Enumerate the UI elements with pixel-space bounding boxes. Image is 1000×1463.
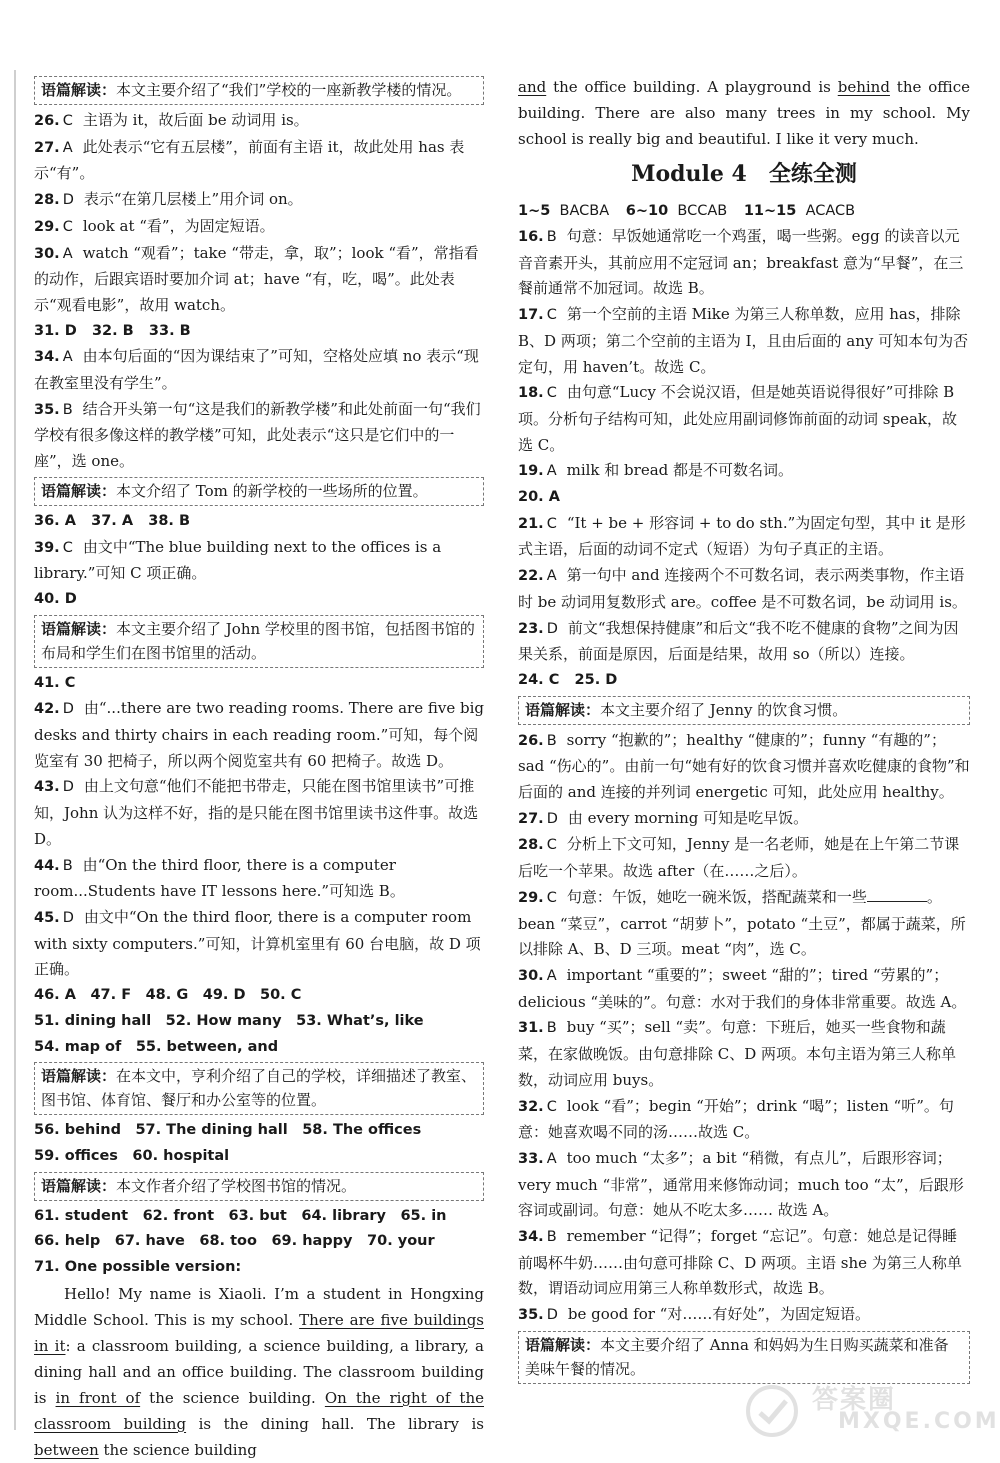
answer-23: 23. D 前文“我想保持健康”和后文“我不吃不健康的食物”之间为因果关系，前面是原因，后面是结果，故用 so（所以）连接。 xyxy=(518,618,959,664)
answer-26-r: 26. B sorry “抱歉的”；healthy “健康的”；funny “有趣的”；sad “伤心的”。由前一句“她有好的饮食习惯并喜欢吃健康的食物”和后面的 and 连接的并列词 energetic 可知，此处应用 healthy。 xyxy=(518,730,970,802)
answer-36-38: 36. A 37. A 38. B xyxy=(34,512,191,529)
answer-41: 41. C xyxy=(34,674,76,691)
sample-essay-continued: and the office building. A playground is behind the office building. There are also many trees in my school. My school is really big and beautiful. I like it very much. xyxy=(518,78,970,148)
answer-28-r: 28. C 分析上下文可知，Jenny 是一名老师，她是在上午第二节课后吃一个苹果。故选 after（在……之后）。 xyxy=(518,835,960,881)
answer-43: 43. D 由上文句意“他们不能把书带走，只能在图书馆里读书”可推知，John 认为这样不好，指的是只能在图书馆里读书这件事。故选 D。 xyxy=(34,777,479,848)
site-watermark xyxy=(742,1379,1000,1441)
answer-56-58: 56. behind 57. The dining hall 58. The offices xyxy=(34,1122,422,1139)
watermark-logo-icon xyxy=(742,1383,802,1439)
passage-summary-box: 语篇解读：本文作者介绍了学校图书馆的情况。 xyxy=(34,1172,484,1201)
module-title: Module 4 全练全测 xyxy=(631,161,857,187)
passage-summary-box: 语篇解读：本文主要介绍了 John 学校里的图书馆，包括图书馆的布局和学生们在图书馆里的活动。 xyxy=(34,615,484,668)
passage-summary-box: 语篇解读：在本文中，亨利介绍了自己的学校，详细描述了教室、图书馆、体育馆、餐厅和办公室等的位置。 xyxy=(34,1062,484,1115)
answer-22: 22. A 第一句中 and 连接两个不可数名词，表示两类事物，作主语时 be 动词用复数形式 are。coffee 是不可数名词，be 动词用 is。 xyxy=(518,566,967,611)
answer-45: 45. D 由文中“On the third floor, there is a computer room with sixty computers.”可知，计算机室里有 60 台电脑，故 D 项正确。 xyxy=(34,907,481,979)
passage-summary-box: 语篇解读：本文主要介绍了 Anna 和妈妈为生日购买蔬菜和准备美味午餐的情况。 xyxy=(518,1331,970,1384)
answer-27: 27. A 此处表示“它有五层楼”，前面有主语 it，故此处用 has 表示“有”。 xyxy=(34,137,465,183)
answer-29-r: 29. C 句意：午饭，她吃一碗米饭，搭配蔬菜和一些 。bean “菜豆”，carrot “胡萝卜”，potato “土豆”，都属于蔬菜，所以排除 A、B、D 三项。meat “肉”，选 C。 xyxy=(518,887,966,959)
sample-essay: Hello! My name is Xiaoli. I’m a student in Hongxing Middle School. This is my school. There are five buildings in it: a classroom building, a science building, a library, a dining hall and an office building. The classroom building is in front of the science building. On the right of the classroom building is the dining hall. The library is between the science building xyxy=(34,1284,485,1459)
watermark-text: 答案圈 xyxy=(812,1385,897,1415)
passage-summary-box xyxy=(34,76,484,105)
answer-59-60: 59. offices 60. hospital xyxy=(34,1147,230,1164)
answer-35-r: 35. D be good for “对……有好处”，为固定短语。 xyxy=(518,1305,870,1324)
answer-31-r: 31. B buy “买”；sell “卖”。句意：下班后，她买一些食物和蔬菜，在家做晚饭。由句意排除 C、D 两项。本句主语为第三人称单数，动词应用 buys。 xyxy=(518,1018,957,1089)
answer-61-65: 61. student 62. front 63. but 64. library 65. in xyxy=(34,1207,447,1224)
answer-51-53: 51. dining hall 52. How many 53. What’s, like xyxy=(34,1012,424,1029)
answer-35: 35. B 结合开头第一句“这是我们的新教学楼”和此处前面一句“我们学校有很多像这样的教学楼”可知，此处表示“这只是它们中的一座”，选 one。 xyxy=(34,399,481,471)
answer-31-33: 31. D 32. B 33. B xyxy=(34,322,191,339)
answer-46-50: 46. A 47. F 48. G 49. D 50. C xyxy=(34,987,302,1004)
answer-30-r: 30. A important “重要的”；sweet “甜的”；tired “劳累的”；delicious “美味的”。句意：水对于我们的身体非常重要。故选 A。 xyxy=(518,965,967,1011)
answer-17: 17. C 第一个空前的主语 Mike 为第三人称单数，应用 has，排除 B、D 两项；第二个空前的主语为 I，且由后面的 any 可知本句为否定句，用 haven’t。故选 C。 xyxy=(518,305,969,376)
answer-42: 42. D 由“...there are two reading rooms. There are five big desks and thirty chairs in each reading room.”可知，每个阅览室有 30 把椅子，所以两个阅览室共有 60 把椅子。故选 D。 xyxy=(34,699,484,770)
answer-18: 18. C 由句意“Lucy 不会说汉语，但是她英语说得很好”可排除 B 项。分析句子结构可知，此处应用副词修饰前面的动词 speak，故选 C。 xyxy=(518,383,957,454)
answer-71-title: 71. One possible version: xyxy=(34,1259,242,1276)
answer-66-70: 66. help 67. have 68. too 69. happy 70. your xyxy=(34,1233,435,1250)
answer-20: 20. A xyxy=(518,489,560,506)
box-text: 本文主要介绍了“我们”学校的一座新教学楼的情况。 xyxy=(116,81,462,99)
passage-summary-box: 语篇解读：本文主要介绍了 Jenny 的饮食习惯。 xyxy=(518,696,970,725)
binding-edge xyxy=(14,70,16,1430)
blank-line xyxy=(867,889,927,902)
answer-44: 44. B 由“On the third floor, there is a computer room...Students have IT lessons here.”可知选 B。 xyxy=(34,855,405,901)
answer-34-r: 34. B remember “记得”；forget “忘记”。句意：她总是记得睡前喝杯牛奶……由句意可排除 C、D 两项。主语 she 为第三人称单数，谓语动词应用第三人称单数形式，故选 B。 xyxy=(518,1227,962,1298)
watermark-url: MXQE.COM xyxy=(838,1409,1000,1434)
answer-40: 40. D xyxy=(34,590,77,607)
answer-28: 28. D 表示“在第几层楼上”用介词 on。 xyxy=(34,190,303,209)
answer-27-r: 27. D 由 every morning 可知是吃早饭。 xyxy=(518,808,809,827)
right-column xyxy=(518,76,970,1387)
answer-32-r: 32. C look “看”；begin “开始”；drink “喝”；listen “听”。句意：她喜欢喝不同的汤……故选 C。 xyxy=(518,1096,954,1142)
answer-19: 19. A milk 和 bread 都是不可数名词。 xyxy=(518,461,794,480)
answer-21: 21. C “It + be + 形容词 + to do sth.”为固定句型，其中 it 是形式主语，后面的动词不定式（短语）为句子真正的主语。 xyxy=(518,513,966,559)
answer-30: 30. A watch “观看”；take “带走，拿，取”；look “看”，常指看的动作，后跟宾语时要加介词 at；have “有，吃，喝”。此处表示“观看电影”，故用 watch。 xyxy=(34,243,479,314)
answer-26: 26. C 主语为 it，故后面 be 动词用 is。 xyxy=(34,111,309,129)
answer-16: 16. B 句意：早饭她通常吃一个鸡蛋，喝一些粥。egg 的读音以元音音素开头，其前应用不定冠词 an；breakfast 意为“早餐”，在三餐前通常不加冠词。故选 B。 xyxy=(518,227,964,298)
box-label: 语篇解读： xyxy=(41,81,117,99)
answer-54-55: 54. map of 55. between, and xyxy=(34,1038,279,1055)
answer-29: 29. C look at “看”，为固定短语。 xyxy=(34,216,275,235)
answer-key-1-15: 1~5 BACBA 6~10 BCCAB 11~15 ACACB xyxy=(518,203,856,219)
answer-39: 39. C 由文中“The blue building next to the offices is a library.”可知 C 项正确。 xyxy=(34,537,442,583)
answer-34: 34. A 由本句后面的“因为课结束了”可知，空格处应填 no 表示“现在教室里没有学生”。 xyxy=(34,347,479,393)
left-column xyxy=(34,74,484,1463)
answer-24-25: 24. C 25. D xyxy=(518,671,618,688)
passage-summary-box: 语篇解读：本文介绍了 Tom 的新学校的一些场所的位置。 xyxy=(34,477,484,506)
answer-33-r: 33. A too much “太多”；a bit “稍微，有点儿”，后跟形容词；very much “非常”，通常用来修饰动词；much too “太”，后跟形容词或副词。句意：她从不吃太多…… 故选 A。 xyxy=(518,1148,964,1220)
